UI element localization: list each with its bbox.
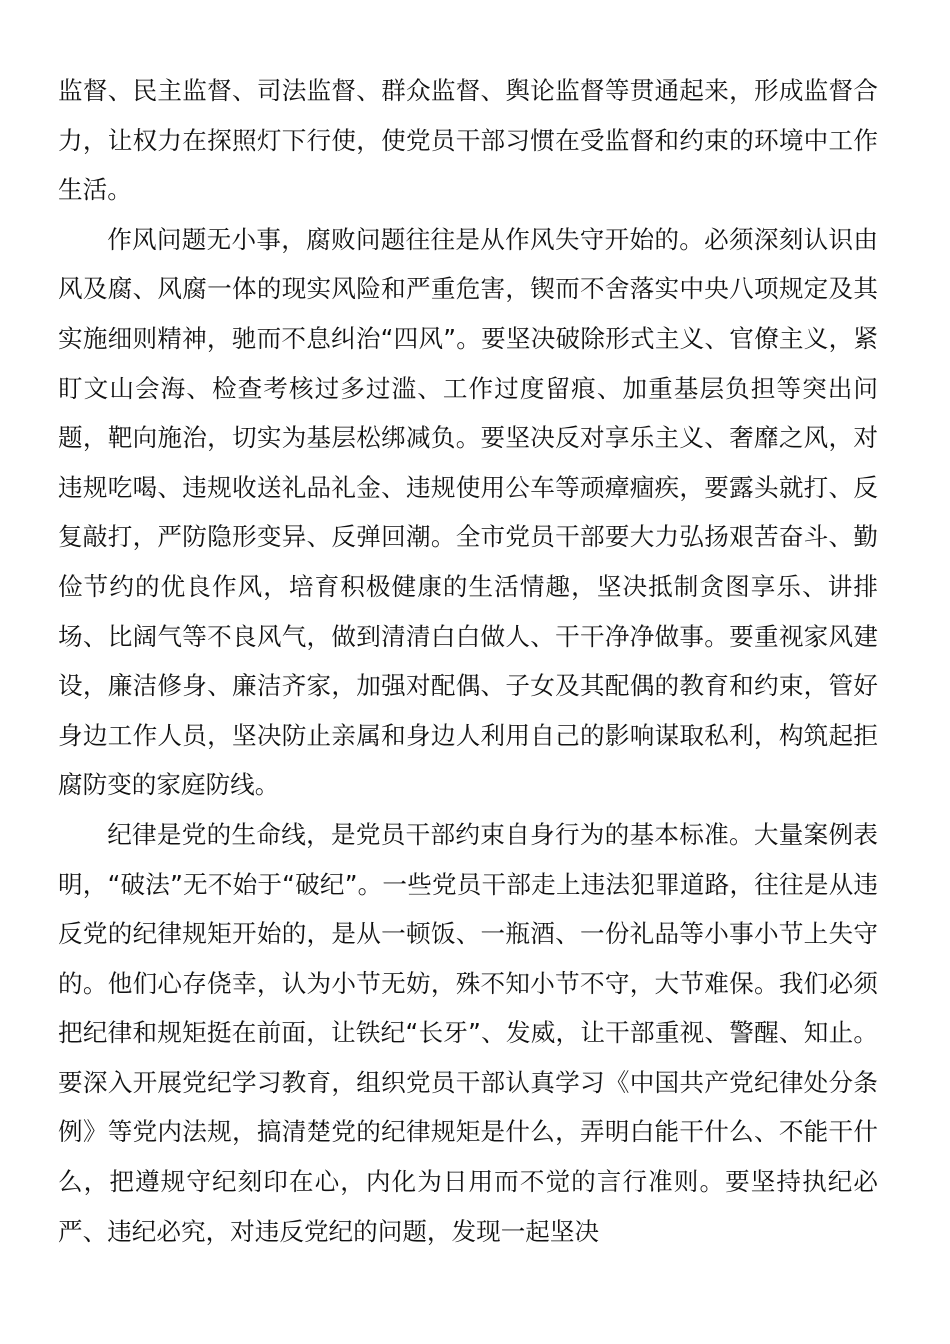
paragraph-2: 作风问题无小事，腐败问题往往是从作风失守开始的。必须深刻认识由风及腐、风腐一体的现实风险和严重危害，锲而不舍落实中央八项规定及其实施细则精神，驰而不息纠治“四风”。要坚决破除形式主义、官僚主义，紧盯文山会海、检查考核过多过滥、工作过度留痕、加重基层负担等突出问题，靶向施治，切实为基层松绑减负。要坚决反对享乐主义、奢靡之风，对违规吃喝、违规收送礼品礼金、违规使用公车等顽瘴痼疾，要露头就打、反复敲打，严防隐形变异、反弹回潮。全市党员干部要大力弘扬艰苦奋斗、勤俭节约的优良作风，培育积极健康的生活情趣，坚决抵制贪图享乐、讲排场、比阔气等不良风气，做到清清白白做人、干干净净做事。要重视家风建设，廉洁修身、廉洁齐家，加强对配偶、子女及其配偶的教育和约束，管好身边工作人员，坚决防止亲属和身边人利用自己的影响谋取私利，构筑起拒腐防变的家庭防线。 xyxy=(58,224,878,800)
document-page xyxy=(58,66,878,1256)
paragraph-3: 纪律是党的生命线，是党员干部约束自身行为的基本标准。大量案例表明，“破法”无不始于“破纪”。一些党员干部走上违法犯罪道路，往往是从违反党的纪律规矩开始的，是从一顿饭、一瓶酒、一份礼品等小事小节上失守的。他们心存侥幸，认为小节无妨，殊不知小节不守，大节难保。我们必须把纪律和规矩挺在前面，让铁纪“长牙”、发威，让干部重视、警醒、知止。要深入开展党纪学习教育，组织党员干部认真学习《中国共产党纪律处分条例》等党内法规，搞清楚党的纪律规矩是什么，弄明白能干什么、不能干什么，把遵规守纪刻印在心，内化为日用而不觉的言行准则。要坚持执纪必严、违纪必究，对违反党纪的问题，发现一起坚决 xyxy=(58,819,878,1246)
paragraph-1: 监督、民主监督、司法监督、群众监督、舆论监督等贯通起来，形成监督合力，让权力在探照灯下行使，使党员干部习惯在受监督和约束的环境中工作生活。 xyxy=(58,76,878,205)
